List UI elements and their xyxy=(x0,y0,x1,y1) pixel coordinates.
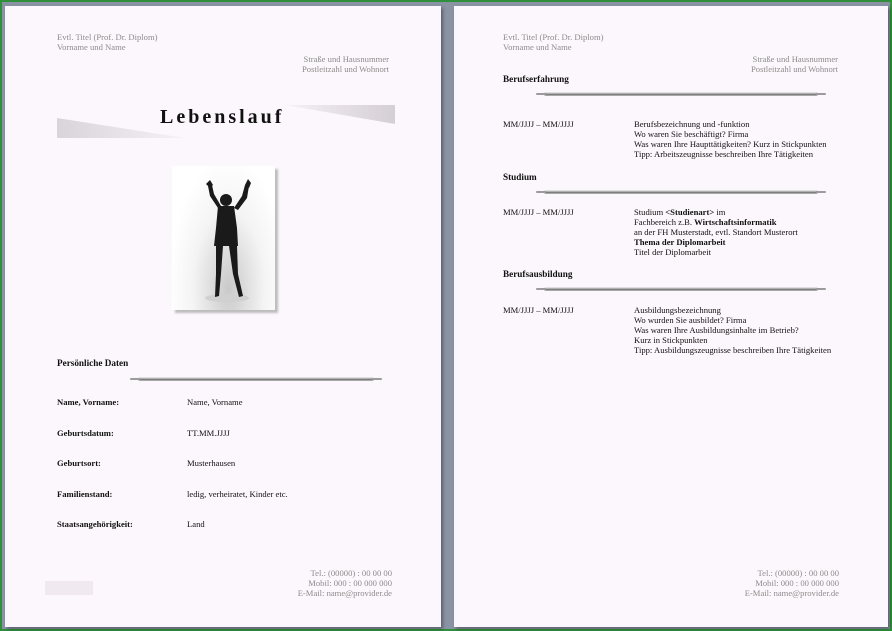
detail-text: Ausbildungsbezeichnung xyxy=(634,305,721,315)
detail-text: Tipp: Arbeitszeugnisse beschreiben Ihre Tätigkeiten xyxy=(634,149,813,159)
contact-phone: Tel.: (00000) : 00 00 00 xyxy=(310,568,392,578)
detail-text: Tipp: Ausbildungszeugnisse beschreiben Ihre Tätigkeiten xyxy=(634,345,832,355)
detail-line xyxy=(634,227,798,237)
contact-block xyxy=(745,568,839,598)
section-divider xyxy=(544,190,818,194)
section-heading-berufserfahrung: Berufserfahrung xyxy=(503,74,569,84)
detail-line xyxy=(634,139,827,149)
address-city: Postleitzahl und Wohnort xyxy=(302,64,389,74)
contact-email: E-Mail: name@provider.de xyxy=(297,588,392,598)
section-divider xyxy=(544,92,818,96)
contact-email: E-Mail: name@provider.de xyxy=(744,588,839,598)
address-city: Postleitzahl und Wohnort xyxy=(751,64,838,74)
document-title: Lebenslauf xyxy=(160,106,285,128)
personal-value: TT.MM.JJJJ xyxy=(187,428,230,438)
section-divider xyxy=(138,377,374,381)
section-date: MM/JJJJ – MM/JJJJ xyxy=(503,207,574,217)
detail-text-bold: <Studienart> xyxy=(665,207,715,217)
section-details xyxy=(634,119,827,159)
personal-label: Name, Vorname: xyxy=(57,397,120,407)
personal-label: Staatsangehörigkeit: xyxy=(57,519,133,529)
address-block xyxy=(302,54,389,74)
section-details xyxy=(634,305,831,355)
section-divider xyxy=(544,287,818,291)
header-name-block xyxy=(57,32,158,52)
contact-mobile: Mobil: 000 : 00 000 000 xyxy=(755,578,839,588)
address-street: Straße und Hausnummer xyxy=(752,54,838,64)
header-name-block xyxy=(503,32,604,52)
detail-text-bold: Thema der Diplomarbeit xyxy=(634,237,726,247)
detail-line xyxy=(634,119,827,129)
detail-line xyxy=(634,129,827,139)
detail-line xyxy=(634,149,827,159)
silhouette-image xyxy=(172,166,275,310)
detail-text: Wo wurden Sie ausbildet? Firma xyxy=(634,315,747,325)
detail-text: Studium xyxy=(634,207,666,217)
header-title-line: Evtl. Titel (Prof. Dr. Diplom) xyxy=(57,32,158,42)
personal-label: Geburtsort: xyxy=(57,458,101,468)
section-date: MM/JJJJ – MM/JJJJ xyxy=(503,305,574,315)
section-heading-berufsausbildung: Berufsausbildung xyxy=(503,269,573,279)
detail-text-bold: Wirtschaftsinformatik xyxy=(694,217,777,227)
applicant-photo xyxy=(172,166,275,310)
page-2 xyxy=(454,6,888,627)
section-heading-studium: Studium xyxy=(503,172,537,182)
detail-line xyxy=(634,315,831,325)
detail-text: Titel der Diplomarbeit xyxy=(634,247,712,257)
detail-text: im xyxy=(714,207,726,217)
detail-text: Berufsbezeichnung und -funktion xyxy=(634,119,750,129)
detail-text: Was waren Ihre Ausbildungsinhalte im Betrieb? xyxy=(634,325,799,335)
contact-block xyxy=(298,568,392,598)
section-date: MM/JJJJ – MM/JJJJ xyxy=(503,119,574,129)
detail-text: an der FH Musterstadt, evtl. Standort Musterort xyxy=(634,227,798,237)
detail-line xyxy=(634,305,831,315)
document-viewer[interactable] xyxy=(2,2,890,629)
detail-text: Was waren Ihre Haupttätigkeiten? Kurz in Stickpunkten xyxy=(634,139,827,149)
personal-label: Geburtsdatum: xyxy=(57,428,114,438)
detail-line xyxy=(634,207,798,217)
address-block xyxy=(751,54,838,74)
page-1 xyxy=(5,6,441,627)
detail-line xyxy=(634,325,831,335)
header-name-line: Vorname und Name xyxy=(503,42,572,52)
section-details xyxy=(634,207,798,257)
personal-label: Familienstand: xyxy=(57,489,113,499)
detail-text: Fachbereich z.B. xyxy=(634,217,695,227)
detail-line xyxy=(634,335,831,345)
personal-value: Land xyxy=(187,519,205,529)
detail-line xyxy=(634,345,831,355)
detail-line xyxy=(634,247,798,257)
detail-line xyxy=(634,217,798,227)
header-name-line: Vorname und Name xyxy=(57,42,126,52)
address-street: Straße und Hausnummer xyxy=(303,54,389,64)
contact-phone: Tel.: (00000) : 00 00 00 xyxy=(757,568,839,578)
personal-value: Name, Vorname xyxy=(187,397,243,407)
detail-line xyxy=(634,237,798,247)
personal-value: Musterhausen xyxy=(187,458,236,468)
detail-text: Kurz in Stickpunkten xyxy=(634,335,708,345)
watermark-stamp xyxy=(45,581,93,595)
header-title-line: Evtl. Titel (Prof. Dr. Diplom) xyxy=(503,32,604,42)
personal-data-heading: Persönliche Daten xyxy=(57,358,129,368)
personal-value: ledig, verheiratet, Kinder etc. xyxy=(187,489,288,499)
contact-mobile: Mobil: 000 : 00 000 000 xyxy=(308,578,392,588)
detail-text: Wo waren Sie beschäftigt? Firma xyxy=(634,129,749,139)
